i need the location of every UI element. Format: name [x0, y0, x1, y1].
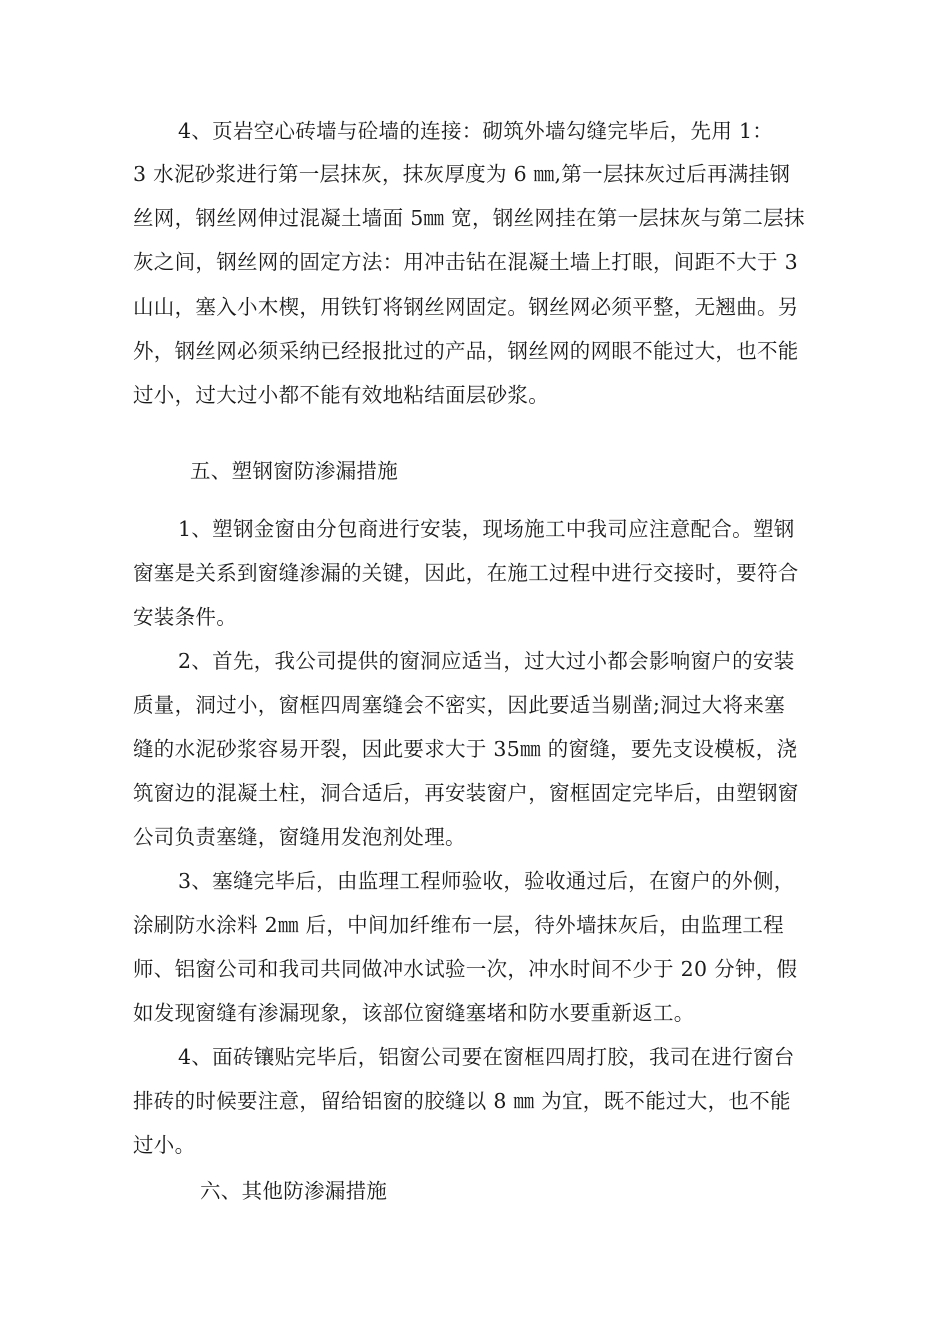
para4-line-1: 4、面砖镶贴完毕后，铝窗公司要在窗框四周打胶，我司在进行窗台 — [178, 1045, 795, 1069]
section4-line-4: 灰之间，钢丝网的固定方法：用冲击钻在混凝土墙上打眼，间距不大于 3 — [133, 250, 798, 274]
para3-line-2: 涂刷防水涂料 2㎜ 后，中间加纤维布一层，待外墙抹灰后，由监理工程 — [133, 913, 784, 937]
para1-line-2: 窗塞是关系到窗缝渗漏的关键，因此，在施工过程中进行交接时，要符合 — [133, 561, 799, 585]
para4-line-2: 排砖的时候要注意，留给铝窗的胶缝以 8 ㎜ 为宜，既不能过大，也不能 — [133, 1089, 791, 1113]
section-heading-5: 五、塑钢窗防渗漏措施 — [190, 459, 398, 483]
section-heading-6: 六、其他防渗漏措施 — [200, 1179, 388, 1203]
section4-line-5: 山山，塞入小木楔，用铁钉将钢丝网固定。钢丝网必须平整，无翘曲。另 — [133, 295, 799, 319]
para3-line-4: 如发现窗缝有渗漏现象，该部位窗缝塞堵和防水要重新返工。 — [133, 1001, 695, 1025]
section4-line-7: 过小，过大过小都不能有效地粘结面层砂浆。 — [133, 383, 549, 407]
para4-line-3: 过小。 — [133, 1133, 196, 1157]
para3-line-3: 师、铝窗公司和我司共同做冲水试验一次，冲水时间不少于 20 分钟，假 — [133, 957, 798, 981]
para3-line-1: 3、塞缝完毕后，由监理工程师验收，验收通过后，在窗户的外侧， — [178, 869, 795, 893]
para2-line-2: 质量，洞过小，窗框四周塞缝会不密实，因此要适当剔凿;洞过大将来塞 — [133, 693, 786, 717]
section4-line-2: 3 水泥砂浆进行第一层抹灰，抹灰厚度为 6 ㎜,第一层抹灰过后再满挂钢 — [133, 162, 791, 186]
para2-line-5: 公司负责塞缝，窗缝用发泡剂处理。 — [133, 825, 466, 849]
para2-line-3: 缝的水泥砂浆容易开裂，因此要求大于 35㎜ 的窗缝，要先支设模板，浇 — [133, 737, 798, 761]
para1-line-3: 安装条件。 — [133, 605, 237, 629]
section4-line-1: 4、页岩空心砖墙与砼墙的连接：砌筑外墙勾缝完毕后，先用 1： — [178, 119, 774, 143]
para2-line-4: 筑窗边的混凝土柱，洞合适后，再安装窗户，窗框固定完毕后，由塑钢窗 — [133, 781, 799, 805]
section4-line-6: 外，钢丝网必须采纳已经报批过的产品，钢丝网的网眼不能过大，也不能 — [133, 339, 799, 363]
para2-line-1: 2、首先，我公司提供的窗洞应适当，过大过小都会影响窗户的安装 — [178, 649, 795, 673]
para1-line-1: 1、塑钢金窗由分包商进行安装，现场施工中我司应注意配合。塑钢 — [178, 517, 795, 541]
section4-line-3: 丝网，钢丝网伸过混凝土墙面 5㎜ 宽，钢丝网挂在第一层抹灰与第二层抹 — [133, 206, 805, 230]
